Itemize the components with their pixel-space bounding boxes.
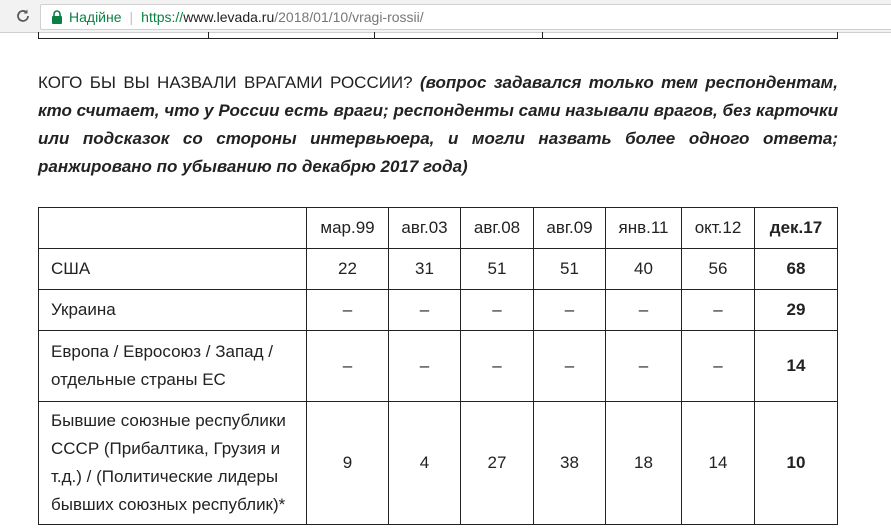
row-label: Бывшие союзные республики СССР (Прибалтика, Грузия и т.д.) / (Политические лидеры бывших союзных республик)* — [39, 402, 307, 525]
table-cell: – — [307, 331, 389, 402]
table-cell: 51 — [461, 249, 534, 290]
header-cell: авг.09 — [534, 208, 606, 249]
table-cell: 31 — [389, 249, 461, 290]
browser-toolbar — [0, 0, 891, 33]
table-cell: 22 — [307, 249, 389, 290]
header-cell: окт.12 — [682, 208, 755, 249]
table-cell: – — [534, 290, 606, 331]
url-scheme: https:// — [141, 9, 184, 25]
question-text — [38, 69, 838, 181]
table-cell: – — [606, 331, 682, 402]
url-host: www.levada.ru — [183, 9, 275, 25]
header-cell — [39, 208, 307, 249]
row-label: Украина — [39, 290, 307, 331]
table-cell: – — [606, 290, 682, 331]
table-row — [39, 402, 838, 525]
table-cell: – — [389, 331, 461, 402]
table-cell: 18 — [606, 402, 682, 525]
secure-label: Надійне — [69, 9, 122, 25]
table-cell: 40 — [606, 249, 682, 290]
table-row — [39, 249, 838, 290]
question-note: (вопрос задавался только тем респондентам, кто считает, что у России есть враги; респонденты сами называли врагов, без карточки или подсказок со стороны интервьюера, и могли назвать более одного ответа; ранжировано по убыванию по декабрю 2017 года) — [38, 73, 838, 176]
table-row — [39, 290, 838, 331]
table-cell: – — [307, 290, 389, 331]
enemies-table — [38, 207, 838, 525]
row-label: Европа / Евросоюз / Запад / отдельные страны ЕС — [39, 331, 307, 402]
address-separator: | — [129, 9, 134, 25]
lock-icon — [51, 10, 63, 24]
table-cell: 29 — [755, 290, 838, 331]
table-cell: – — [682, 331, 755, 402]
table-cell: – — [389, 290, 461, 331]
table-cell: – — [461, 331, 534, 402]
header-cell: авг.03 — [389, 208, 461, 249]
reload-icon[interactable] — [8, 0, 38, 32]
table-cell: 56 — [682, 249, 755, 290]
table-cell: – — [534, 331, 606, 402]
address-bar[interactable] — [40, 4, 891, 30]
header-cell: дек.17 — [755, 208, 838, 249]
header-cell: мар.99 — [307, 208, 389, 249]
previous-table-remnant — [38, 32, 838, 39]
table-cell: 14 — [755, 331, 838, 402]
table-cell: 9 — [307, 402, 389, 525]
header-cell: авг.08 — [461, 208, 534, 249]
table-cell: 68 — [755, 249, 838, 290]
header-cell: янв.11 — [606, 208, 682, 249]
table-cell: 51 — [534, 249, 606, 290]
table-cell: 14 — [682, 402, 755, 525]
table-cell: 38 — [534, 402, 606, 525]
table-header-row — [39, 208, 838, 249]
table-cell: – — [682, 290, 755, 331]
table-cell: 4 — [389, 402, 461, 525]
table-cell: – — [461, 290, 534, 331]
table-cell: 27 — [461, 402, 534, 525]
url-path: /2018/01/10/vragi-rossii/ — [274, 9, 424, 25]
table-cell: 10 — [755, 402, 838, 525]
row-label: США — [39, 249, 307, 290]
table-row — [39, 331, 838, 402]
question-main: КОГО БЫ ВЫ НАЗВАЛИ ВРАГАМИ РОССИИ? — [38, 73, 413, 92]
